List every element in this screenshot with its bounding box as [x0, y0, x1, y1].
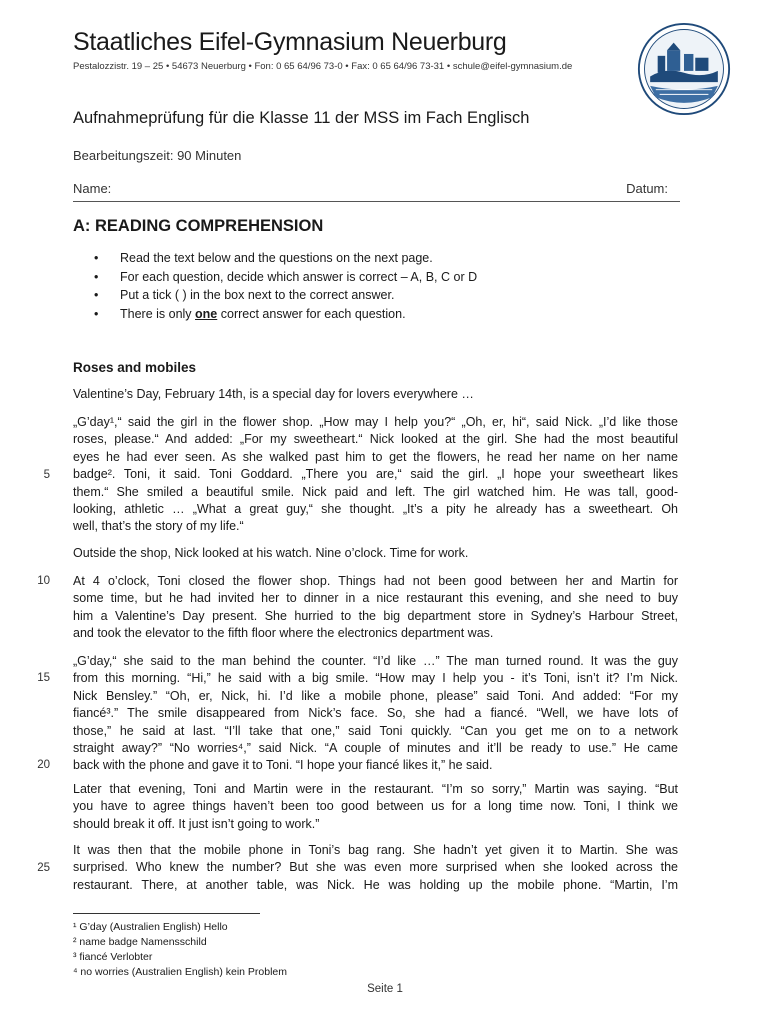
text-line: It was then that the mobile phone in Toni’s bag rang. She hadn’t yet given it to Martin. She was	[73, 843, 678, 857]
text-line: eyes he had ever seen. As she walked past him to get the flowers, he read her name on her name	[73, 449, 678, 464]
footnote-item: ¹ G’day (Australien English) Hello	[73, 921, 228, 933]
instruction-text: There is only	[120, 306, 196, 321]
text-line: them.“ She smiled a beautiful smile. Nick paid and left. The girl watched him. He was tall, good-	[73, 484, 678, 499]
story-paragraph	[73, 573, 678, 643]
instruction-emphasis: one	[195, 306, 218, 321]
text-line: badge². Toni, it said. Toni Goddard. „There you are,“ said the girl. „I hope your sweetheart likes	[73, 467, 678, 482]
story-intro: Valentine’s Day, February 14th, is a special day for lovers everywhere …	[73, 387, 474, 401]
footnote-item: ⁴ no worries (Australien English) kein Problem	[73, 966, 288, 978]
line-number: 25	[37, 862, 50, 874]
text-line: him a Valentine’s Day present. She hurried to the big department store in Sydney’s Harbour Street,	[73, 608, 678, 623]
page-number: Seite 1	[367, 983, 403, 995]
school-address: Pestalozzistr. 19 – 25 • 54673 Neuerburg • Fon: 0 65 64/96 73-0 • Fax: 0 65 64/96 73-31 • schule@eifel-gymnasium.de	[73, 61, 573, 72]
story-paragraph	[73, 842, 678, 894]
text-line: surprised. Who knew the number? But she was even more surprised when she looked across the	[73, 860, 678, 875]
story-paragraph	[73, 414, 678, 536]
line-number: 20	[37, 759, 50, 771]
instruction-item: • Put a tick ( ) in the box next to the correct answer.	[94, 286, 477, 305]
instruction-item: • Read the text below and the questions on the next page.	[94, 249, 477, 268]
text-line: At 4 o’clock, Toni closed the flower shop. Things had not been good between her and Martin for	[73, 574, 678, 588]
name-date-row	[73, 181, 680, 202]
text-line: „G’day¹,“ said the girl in the flower shop. „How may I help you?“ „Oh, er, hi“, said Nick. „I’d like those	[73, 415, 678, 429]
instruction-text: correct answer for each question.	[217, 306, 406, 321]
text-line: those,” he said at last. “I’ll take that one,” said Toni quickly. “Can you get me on to a network	[73, 723, 678, 738]
section-title: A: READING COMPREHENSION	[73, 217, 324, 235]
line-number: 5	[43, 469, 50, 481]
text-line: restaurant. There, at another table, was Nick. He was holding up the mobile phone. “Martin, I’m	[73, 877, 678, 892]
text-line: from this morning. “Hi,” he said with a big smile. “How may I help you - it’s Toni, isn’t it? I’m Nick.	[73, 671, 678, 686]
footnote-item: ² name badge Namensschild	[73, 936, 207, 948]
name-label: Name:	[73, 181, 112, 196]
text-line: should break it off. It just isn’t going to work.”	[73, 816, 320, 831]
footnote-item: ³ fiancé Verlobter	[73, 951, 153, 963]
date-label: Datum:	[626, 181, 668, 196]
story-title: Roses and mobiles	[73, 360, 197, 375]
text-line: „G’day,“ she said to the man behind the counter. “I’d like …” The man turned round. It was the guy	[73, 654, 678, 668]
exam-time: Bearbeitungszeit: 90 Minuten	[73, 148, 242, 163]
story-paragraph	[73, 781, 678, 833]
text-line: Nick Bensley.” “Oh, er, Nick, hi. I’d like a mobile phone, please” said Toni. And added: “For my	[73, 688, 678, 703]
text-line: you have to agree things haven’t been too good between us for a long time now. Toni, I think we	[73, 799, 678, 814]
exam-title: Aufnahmeprüfung für die Klasse 11 der MSS im Fach Englisch	[73, 109, 530, 127]
instruction-list	[94, 249, 477, 323]
text-line: well, that’s the story of my life.“	[73, 519, 244, 534]
footnotes	[73, 920, 287, 980]
text-line: Outside the shop, Nick looked at his watch. Nine o’clock. Time for work.	[73, 546, 469, 560]
text-line: some time, but he had invited her to dinner in a nice restaurant this evening, and she need to buy	[73, 591, 678, 606]
line-number: 10	[37, 575, 50, 587]
school-seal-icon	[637, 22, 731, 116]
text-line: looking, athletic … „What a great guy,“ she thought. „It’s a pity he already has a sweetheart. Oh	[73, 501, 678, 516]
instruction-item: • For each question, decide which answer is correct – A, B, C or D	[94, 268, 477, 287]
text-line: back with the phone and gave it to Toni. “I hope your fiancé likes it,” he said.	[73, 758, 493, 773]
text-line: Later that evening, Toni and Martin were in the restaurant. “I’m so sorry,” Martin was saying. “But	[73, 782, 678, 796]
text-line: roses, please.“ And added: „For my sweetheart.“ Nick looked at the girl. She had the most beautiful	[73, 432, 678, 447]
text-line: fiancé³.” The smile disappeared from Nick’s face. So, she had a fiancé. “Well, we have lots of	[73, 706, 678, 721]
text-line: and took the elevator to the fifth floor where the electronics department was.	[73, 626, 494, 641]
text-line: straight away?” “No worries⁴,” said Nick. “A couple of minutes and it’ll be ready to use.” He came	[73, 740, 678, 755]
school-name: Staatliches Eifel-Gymnasium Neuerburg	[73, 28, 507, 56]
footnote-divider	[73, 913, 260, 914]
line-number: 15	[37, 672, 50, 684]
story-paragraph	[73, 653, 678, 775]
instruction-item	[94, 305, 477, 324]
story-paragraph	[73, 545, 678, 562]
